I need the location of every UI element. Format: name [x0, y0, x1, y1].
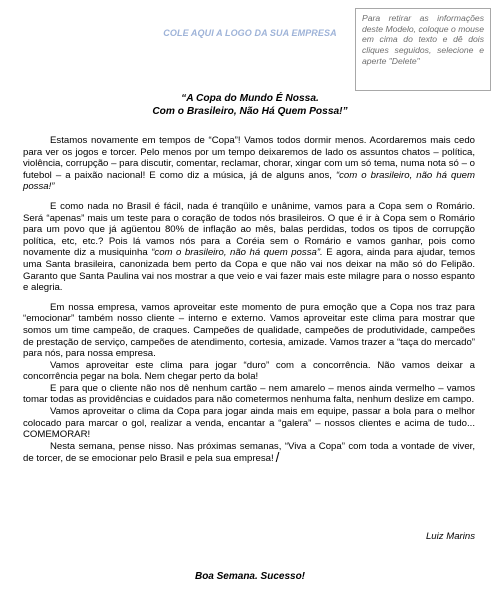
paragraph-gap: [23, 294, 475, 302]
paragraph-7-text: Nesta semana, pense nisso. Nas próximas semanas, “Viva a Copa” com toda a vontade de viver, de torcer, de se emocionar pelo Brasil e pela sua empresa!: [23, 440, 475, 465]
title-line-2: Com o Brasileiro, Não Há Quem Possa!”: [152, 105, 348, 117]
document-title: [0, 93, 500, 118]
paragraph-1: [23, 135, 475, 193]
paragraph-2-quote: “com o brasileiro, não há quem possa”.: [151, 247, 323, 259]
paragraph-2: [23, 201, 475, 294]
paragraph-2-text: E como nada no Brasil é fácil, nada é tranqüilo e unânime, vamos para a Copa sem o Romário. Será “apenas” mais um teste para o coração de todos nós brasileiros. O que é ir à Copa sem o Romário para um povo que já agüentou 80% de inflação ao mês, balas perdidas, todos os tipos de corrupção política, etc, etc.? Pois lá vamos nós para a Coréia sem o Romário e vamos ganhar, pois como novamente diz a musiquinha: [23, 200, 475, 259]
document-body[interactable]: [23, 135, 475, 465]
author-signature: Luiz Marins: [425, 531, 475, 542]
text-cursor: [275, 452, 279, 462]
paragraph-gap: [23, 193, 475, 201]
paragraph-6: Vamos aproveitar o clima da Copa para jogar ainda mais em equipe, passar a bola para o melhor colocado para marcar o gol, realizar a venda, encantar a “galera” – nossos clientes e acima de tudo... COMEMORAR!: [23, 406, 475, 441]
paragraph-2-text-end: E agora, ainda para ajudar, temos uma Santa brasileira, canonizada bem perto da Copa e que não vai nos deixar na mão só do Felipão. Garanto que Santa Paulina vai nos mostrar a que veio e vai fazer mais este milagre para o nosso espanto e alegria.: [23, 247, 475, 294]
paragraph-1-quote: “com o brasileiro, não há quem possa!”: [23, 169, 475, 193]
closing-line: Boa Semana. Sucesso!: [194, 571, 306, 582]
paragraph-3: Em nossa empresa, vamos aproveitar este momento de pura emoção que a Copa nos traz para “emocionar” também nosso cliente – interno e externo. Vamos aproveitar este clima para mostrar que somos um time campeão, de craques. Campeões de qualidade, campeões de produtividade, campeões de prestação de serviço, campeões de atendimento, cortesia, amizade. Vamos trazer a “taça do mercado” para nós, para nossa empresa.: [23, 301, 475, 360]
paragraph-4: Vamos aproveitar este clima para jogar “duro” com a concorrência. Não vamos deixar a concorrência pegar na bola. Nem chegar perto da bola!: [23, 359, 475, 383]
title-line-1: “A Copa do Mundo É Nossa.: [181, 93, 319, 104]
instructions-note-box[interactable]: Para retirar as informações deste Modelo, coloque o mouse em cima do texto e dê dois cliques seguidos, selecione e aperte "Delete": [355, 8, 491, 91]
paragraph-5: E para que o cliente não nos dê nenhum cartão – nem amarelo – menos ainda vermelho – vamos tomar todas as providências e cuidados para não cometermos nenhuma falta, nenhum deslize em campo.: [23, 382, 475, 406]
paragraph-7: [23, 441, 475, 465]
paragraph-1-text: Estamos novamente em tempos de “Copa”! Vamos todos dormir menos. Acordaremos mais cedo para ver os jogos e torcer. Pelo menos por um tempo deixaremos de lado os assuntos chatos – política, violência, corrupção – para discutir, comentar, reclamar, chorar, xingar com um só tema, numa nota só – o futebol – a paixão nacional! E como diz a música, já de alguns anos,: [23, 135, 475, 181]
company-logo-placeholder[interactable]: COLE AQUI A LOGO DA SUA EMPRESA: [163, 28, 337, 38]
